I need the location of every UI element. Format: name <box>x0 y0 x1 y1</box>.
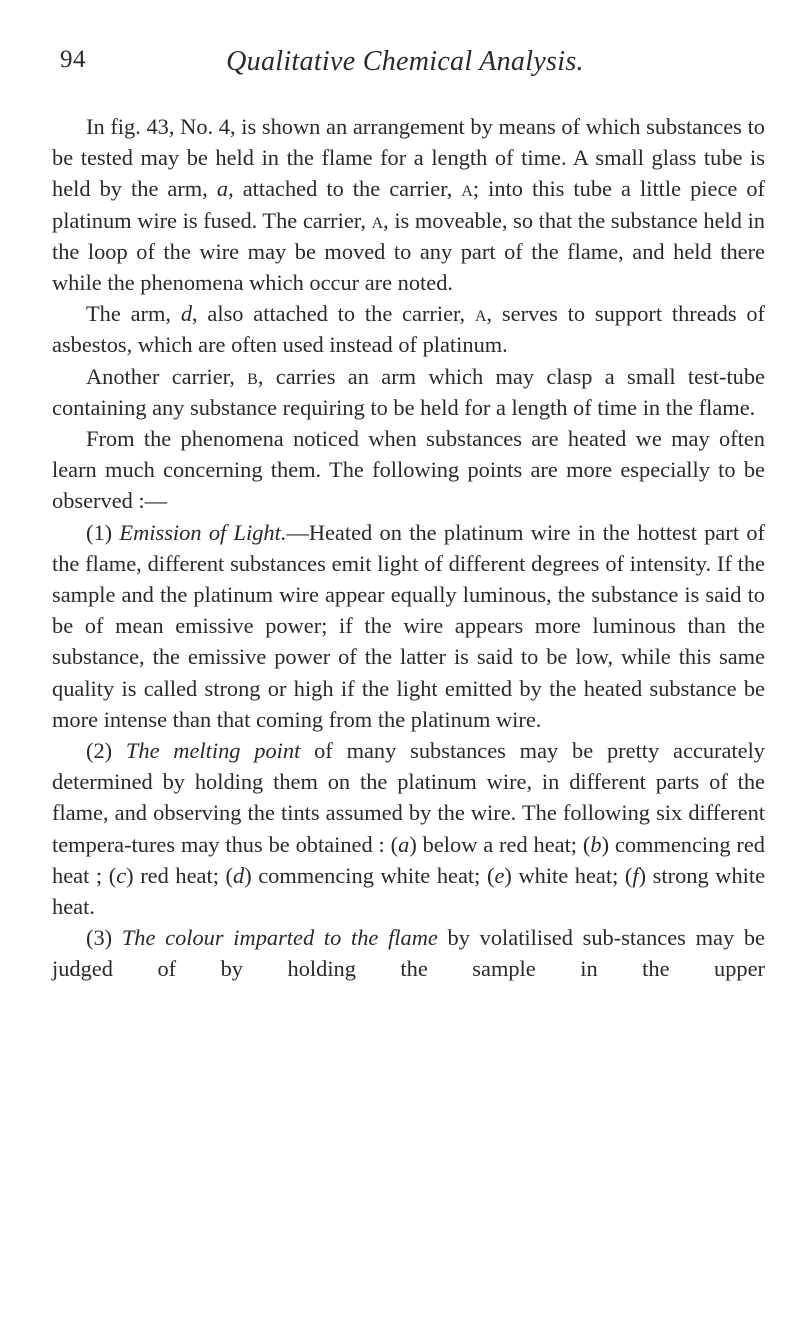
paragraph-carrier-b <box>52 361 765 423</box>
italic-heading: Emission of Light. <box>119 519 287 545</box>
italic-letter: f <box>632 862 639 888</box>
text-run: ) red heat; ( <box>126 862 233 888</box>
text-run: In fig. 43, No. 4, is shown an arrangement by means of which substances to be tested may be held in the flame for a length of time. A small glass tube is held by the arm, <box>52 114 765 202</box>
running-title: Qualitative Chemical Analysis. <box>226 46 584 77</box>
text-run: The arm, <box>86 301 181 327</box>
paragraph-flame-colour <box>52 922 765 984</box>
small-caps-letter: b <box>247 363 258 389</box>
text-run: ) strong white heat. <box>52 862 766 920</box>
text-run: (1) <box>86 519 120 545</box>
text-run: Another carrier, <box>86 363 248 389</box>
italic-letter: b <box>590 831 602 857</box>
text-run: —Heated on the platinum wire in the hottest part of the flame, different substances emit light of different degrees of intensity. If the sample and the platinum wire appear equally luminous, the substance is said to be of mean emissive power; if the wire appears more luminous than the substance, the emissive power of the latter is said to be low, while this same quality is called strong or high if the light emitted by the heated substance be more intense than that coming from the platinum wire. <box>52 519 765 732</box>
text-run: ) below a red heat; ( <box>409 831 591 857</box>
small-caps-letter: a <box>461 176 473 202</box>
text-run: ) commencing white heat; ( <box>244 862 495 888</box>
page-header <box>60 46 750 86</box>
italic-letter: e <box>494 862 505 888</box>
text-run: ) white heat; ( <box>504 862 633 888</box>
text-run: , is moveable, so that the substance held in the loop of the wire may be moved to any part of the flame, and held there while the phenomena which occur are noted. <box>52 207 765 296</box>
small-caps-letter: a <box>474 301 487 327</box>
text-run: (2) <box>86 738 126 764</box>
italic-heading: The melting point <box>125 738 301 764</box>
italic-letter: d <box>180 301 193 327</box>
text-run: , serves to support threads of asbestos, which are often used instead of platinum. <box>52 301 765 358</box>
text-run: of many substances may be pretty accurately determined by holding them on the platinum wire, in different parts of the flame, and observing the tints assumed by the wire. The following six different tempera-tures may thus be obtained : ( <box>52 738 765 857</box>
italic-heading: The colour imparted to the flame <box>121 925 438 951</box>
body-text <box>52 111 765 985</box>
paragraph-asbestos-arm <box>52 298 765 360</box>
italic-letter: c <box>116 862 127 888</box>
paragraph-fig-43-arrangement <box>52 111 765 298</box>
small-caps-letter: a <box>371 207 384 233</box>
italic-letter: d <box>232 862 245 888</box>
text-run: by volatilised sub-stances may be judged of by holding the sample in the upper <box>52 925 765 982</box>
paragraph-phenomena <box>52 423 765 517</box>
text-run: (3) <box>86 925 122 951</box>
text-run: From the phenomena noticed when substances are heated we may often learn much concerning them. The following points are more especially to be observed :— <box>52 426 765 514</box>
italic-letter: a <box>398 831 410 857</box>
text-run: , attached to the carrier, <box>228 176 462 202</box>
paragraph-emission-of-light <box>52 517 765 735</box>
text-run: ; into this tube a little piece of platinum wire is fused. The carrier, <box>52 176 766 233</box>
text-run: ) commencing red heat ; ( <box>52 831 766 888</box>
italic-letter: a <box>216 176 229 202</box>
paragraph-melting-point <box>52 735 765 922</box>
text-run: , also attached to the carrier, <box>192 301 475 327</box>
page-number: 94 <box>60 46 86 73</box>
text-run: , carries an arm which may clasp a small test-tube containing any substance requiring to be held for a length of time in the flame. <box>52 363 765 420</box>
